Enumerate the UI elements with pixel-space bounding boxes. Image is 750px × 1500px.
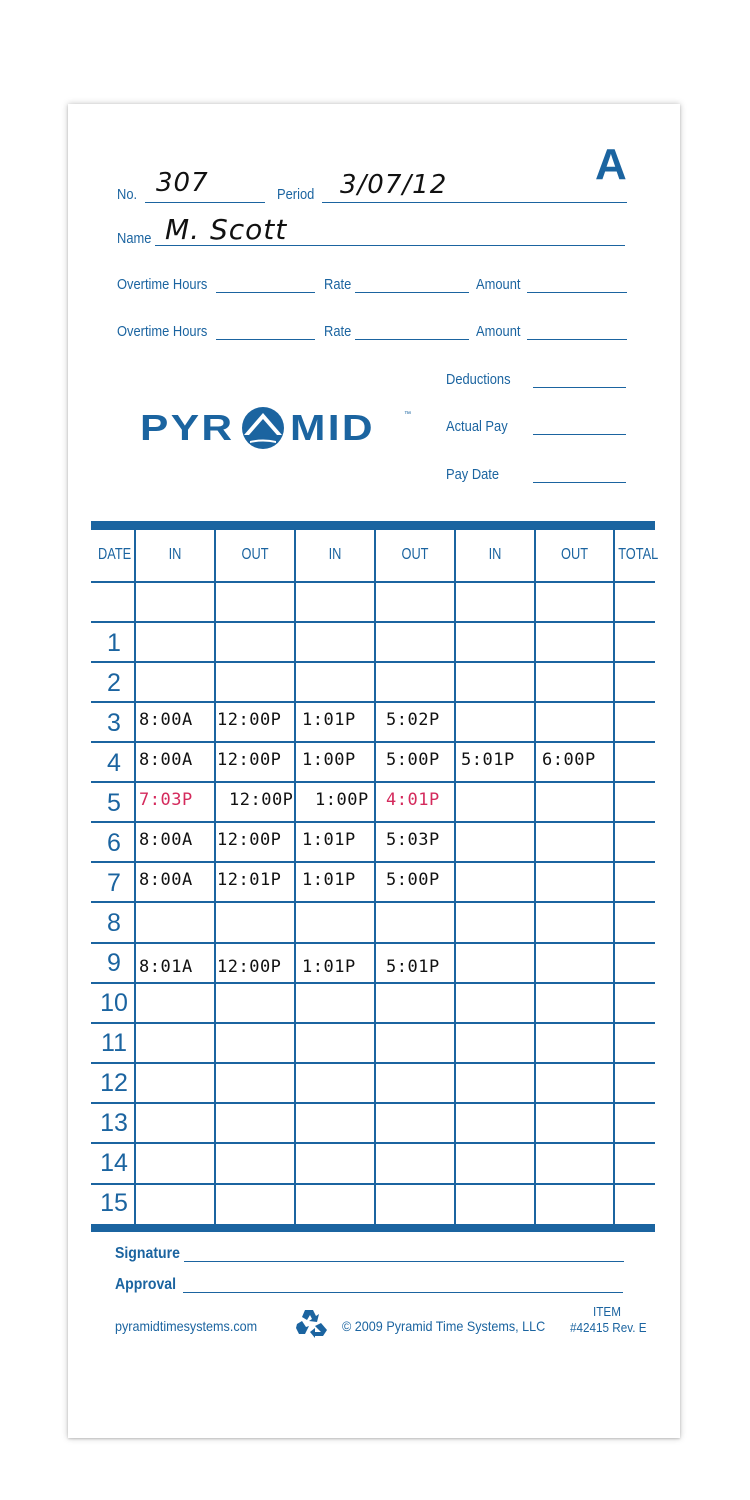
day-number: 3 — [107, 709, 121, 737]
trademark-mark: ™ — [404, 411, 412, 418]
row-divider — [91, 1142, 655, 1144]
day-number: 2 — [107, 669, 121, 697]
no-label: No. — [117, 186, 138, 203]
approval-line[interactable] — [183, 1292, 623, 1293]
day-number: 1 — [107, 629, 121, 657]
row-divider — [91, 901, 655, 903]
punch-out-1: 12:00P — [217, 750, 282, 770]
table-bottom-bar — [91, 1224, 655, 1232]
day-number: 12 — [100, 1069, 128, 1097]
period-value[interactable]: 3/07/12 — [340, 170, 448, 200]
row-divider — [91, 621, 655, 623]
punch-in-2: 1:01P — [302, 957, 356, 977]
row-divider — [91, 781, 655, 783]
col-header-out-1: OUT — [241, 546, 269, 563]
logo-text-right: MID — [290, 406, 375, 448]
punch-in-1: 8:00A — [139, 710, 193, 730]
day-number: 6 — [107, 829, 121, 857]
col-header-total: TOTAL — [618, 546, 659, 563]
actual-pay-field[interactable] — [533, 434, 626, 435]
row-divider — [91, 861, 655, 863]
punch-out-1: 12:00P — [217, 830, 282, 850]
col-divider — [294, 530, 296, 1224]
row-divider — [91, 581, 655, 583]
pay-date-label: Pay Date — [446, 466, 500, 483]
punch-in-2: 1:01P — [302, 870, 356, 890]
card-number-value[interactable]: 307 — [156, 168, 209, 198]
col-header-out-3: OUT — [560, 546, 589, 563]
row-divider — [91, 741, 655, 743]
row-divider — [91, 1183, 655, 1185]
day-number: 8 — [107, 909, 121, 937]
row-divider — [91, 661, 655, 663]
day-number: 14 — [100, 1149, 128, 1177]
col-divider — [214, 530, 216, 1224]
no-line — [145, 202, 265, 203]
pyramid-logo — [140, 405, 411, 450]
overtime-hours-label-1: Overtime Hours — [117, 276, 208, 293]
row-divider — [91, 982, 655, 984]
col-divider — [613, 530, 615, 1224]
punch-in-2: 1:01P — [302, 830, 356, 850]
day-number: 15 — [100, 1189, 128, 1217]
row-divider — [91, 701, 655, 703]
overtime-hours-field-2[interactable] — [216, 339, 315, 340]
col-header-date: DATE — [98, 546, 132, 563]
col-divider — [134, 530, 136, 1224]
punch-out-2: 5:00P — [386, 750, 440, 770]
row-divider — [91, 1102, 655, 1104]
rate-field-1[interactable] — [355, 292, 469, 293]
pay-date-field[interactable] — [533, 482, 626, 483]
punch-out-1: 12:01P — [217, 870, 282, 890]
day-number: 11 — [101, 1029, 127, 1057]
punch-out-1: 12:00P — [229, 790, 294, 810]
col-header-in-2: IN — [328, 546, 342, 563]
day-number: 13 — [100, 1109, 128, 1137]
col-divider — [534, 530, 536, 1224]
overtime-hours-field-1[interactable] — [216, 292, 315, 293]
row-divider — [91, 1022, 655, 1024]
amount-field-1[interactable] — [527, 292, 627, 293]
punch-in-1: 8:00A — [139, 870, 193, 890]
day-number: 10 — [100, 989, 128, 1017]
punch-out-2-early: 4:01P — [386, 790, 440, 810]
col-header-out-2: OUT — [401, 546, 429, 563]
punch-out-2: 5:01P — [386, 957, 440, 977]
punch-in-1: 8:01A — [139, 957, 193, 977]
table-top-bar — [91, 521, 655, 530]
rate-field-2[interactable] — [355, 339, 469, 340]
row-divider — [91, 821, 655, 823]
approval-label: Approval — [115, 1276, 177, 1293]
punch-in-1: 8:00A — [139, 830, 193, 850]
name-label: Name — [117, 230, 152, 247]
amount-field-2[interactable] — [527, 339, 627, 340]
punch-in-2: 1:01P — [302, 710, 356, 730]
punch-out-3: 6:00P — [542, 750, 596, 770]
pyramid-emblem-icon — [238, 405, 288, 451]
actual-pay-label: Actual Pay — [446, 418, 508, 435]
col-divider — [454, 530, 456, 1224]
row-divider — [91, 1062, 655, 1064]
punch-out-1: 12:00P — [217, 957, 282, 977]
overtime-hours-label-2: Overtime Hours — [117, 323, 208, 340]
row-divider — [91, 942, 655, 944]
col-header-in-3: IN — [488, 546, 502, 563]
punch-in-3: 5:01P — [461, 750, 515, 770]
day-number: 7 — [107, 869, 121, 897]
item-number: #42415 Rev. E — [570, 1320, 647, 1335]
rate-label-1: Rate — [324, 276, 352, 293]
punch-out-2: 5:00P — [386, 870, 440, 890]
day-number: 4 — [107, 749, 121, 777]
punch-in-2: 1:00P — [315, 790, 369, 810]
punch-out-2: 5:02P — [386, 710, 440, 730]
copyright-text: © 2009 Pyramid Time Systems, LLC — [342, 1318, 546, 1334]
amount-label-2: Amount — [476, 323, 521, 340]
period-line — [322, 202, 627, 203]
day-number: 9 — [107, 949, 121, 977]
punch-in-2: 1:00P — [302, 750, 356, 770]
rate-label-2: Rate — [324, 323, 352, 340]
period-label: Period — [277, 186, 315, 203]
item-label: ITEM — [593, 1304, 621, 1319]
website-text: pyramidtimesystems.com — [115, 1318, 258, 1334]
punch-in-1: 8:00A — [139, 750, 193, 770]
col-header-in-1: IN — [168, 546, 182, 563]
card-letter: A — [595, 140, 627, 189]
amount-label-1: Amount — [476, 276, 521, 293]
punch-out-1: 12:00P — [217, 710, 282, 730]
day-number: 5 — [107, 789, 121, 817]
logo-text-left: PYR — [140, 406, 235, 448]
recycle-icon — [295, 1308, 329, 1338]
deductions-label: Deductions — [446, 371, 511, 388]
punch-in-1-late: 7:03P — [139, 790, 193, 810]
employee-name-value[interactable]: M. Scott — [165, 213, 288, 246]
signature-label: Signature — [115, 1245, 180, 1262]
punch-out-2: 5:03P — [386, 830, 440, 850]
col-divider — [374, 530, 376, 1224]
signature-line[interactable] — [184, 1261, 624, 1262]
deductions-field[interactable] — [533, 387, 626, 388]
